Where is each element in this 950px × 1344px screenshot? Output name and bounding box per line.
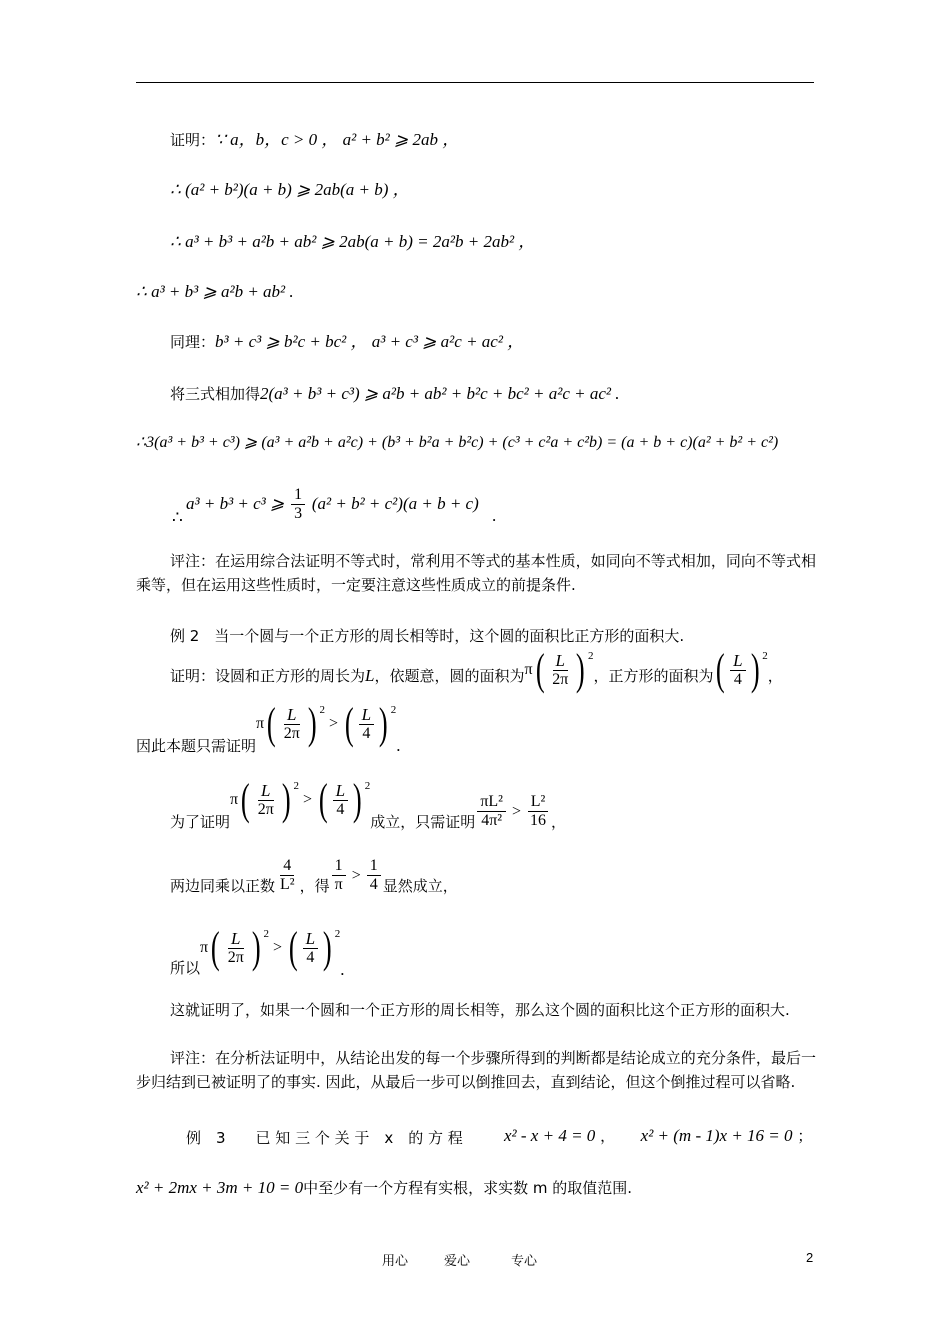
therefore-symbol: ∴ [172, 508, 183, 527]
proof1-line4 [136, 282, 294, 302]
example3-label: 例 3 已 知 三 个 关 于 x 的 方 程 [186, 1129, 463, 1147]
proof1-line1 [170, 130, 459, 150]
math-expression: b³ + c³ ⩾ b²c + bc² ， a³ + c³ ⩾ a²c + ac² ， [215, 332, 525, 351]
add-label: 将三式相加得 [170, 385, 261, 403]
similarly-label: 同理： [170, 333, 216, 351]
math-expression: ∴ (a² + b²)(a + b) ⩾ 2ab(a + b) ， [170, 180, 410, 199]
proof1-line5 [170, 332, 524, 352]
example3-line2 [136, 1178, 632, 1198]
math-expression: a³ + b³ + c³ ⩾ [186, 494, 285, 513]
equation-2: x² + (m - 1)x + 16 = 0 [640, 1126, 793, 1145]
footer-motto-2: 爱心 [444, 1254, 471, 1269]
proof1-line3 [170, 232, 535, 252]
footer-motto-3: 专心 [511, 1254, 538, 1269]
fraction-4-over-L2: $\frac{4}{\text{L²}}$ [280, 857, 295, 893]
footer-motto-1: 用心 [382, 1254, 409, 1269]
header-rule [136, 82, 814, 83]
square-area-expr: ( $\frac{L}{4}$ ) 2 [716, 645, 768, 694]
equation-3: x² + 2mx + 3m + 10 = 0 [136, 1178, 304, 1197]
example2-line5: 所以 π ( $\frac{L}{2\pi}$ ) 2 > ( $\frac{L}{4}$ ) 2 . [170, 923, 345, 979]
math-expression: ∴ a³ + b³ ⩾ a²b + ab² . [136, 282, 294, 301]
period: . [492, 506, 497, 525]
example3-question: 中至少有一个方程有实根，求实数 m 的取值范围. [303, 1179, 633, 1197]
inequality-expr: π ( $\frac{L}{2\pi}$ ) 2 > ( $\frac{L}{4}$ ) 2 [230, 775, 371, 824]
inequality-expr: π ( $\frac{L}{2\pi}$ ) 2 > ( $\frac{L}{4}$ ) 2 [256, 699, 397, 748]
example2-line1: 证明：设圆和正方形的周长为 L ，依题意，圆的面积为 π ( $\frac{L}{2\pi}$ ) 2 ，正方形的面积为 ( $\frac{L}{4}$ ) 2 ， [170, 645, 783, 694]
variable-L: L [365, 666, 375, 685]
example2-line3: 为了证明 π ( $\frac{L}{2\pi}$ ) 2 > ( $\frac{L}{4}$ ) 2 成立，只需证明 $\frac{\text{πL²}}{\text{4π²}}$ > $\frac{\text{L²}}{16}$ ， [170, 775, 567, 831]
math-expression: ∵ a，b，c > 0 ， a² + b² ⩾ 2ab ， [215, 130, 460, 149]
proof1-line2 [170, 180, 410, 200]
equation-1: x² - x + 4 = 0 [504, 1126, 596, 1145]
fraction-inequality: $\frac{1}{\pi}$ > $\frac{1}{4}$ [330, 857, 383, 894]
fraction-one-third: $\frac{1}{3}$ [291, 486, 305, 523]
proof1-line8 [186, 484, 479, 524]
remark2: 评注：在分析法证明中，从结论出发的每一个步骤所得到的判断都是结论成立的充分条件，最后一步归结到已被证明了的事实. 因此，从最后一步可以倒推回去，直到结论，但这个倒推过程可以省略. [136, 1049, 816, 1091]
example2-line2: 因此本题只需证明 π ( $\frac{L}{2\pi}$ ) 2 > ( $\frac{L}{4}$ ) 2 . [136, 699, 401, 755]
circle-area-expr: π ( $\frac{L}{2\pi}$ ) 2 [524, 645, 594, 694]
math-expression: 2(a³ + b³ + c³) ⩾ a²b + ab² + b²c + bc² + a²c + ac² . [260, 384, 620, 403]
fraction-inequality: $\frac{\text{πL²}}{\text{4π²}}$ > $\frac{\text{L²}}{16}$ [475, 793, 551, 830]
proof1-line7 [136, 432, 778, 453]
page-number: 2 [806, 1250, 814, 1265]
proof1-line6 [170, 384, 619, 404]
math-expression: ∴3(a³ + b³ + c³) ⩾ (a³ + a²b + a²c) + (b³ + b²a + b²c) + (c³ + c²a + c²b) = (a + b + c)(a² + b² + c²) [136, 434, 779, 451]
math-expression: ∴ a³ + b³ + a²b + ab² ⩾ 2ab(a + b) = 2a²b + 2ab² ， [170, 232, 536, 251]
example2-title: 例 2 当一个圆与一个正方形的周长相等时，这个圆的面积比正方形的面积大. [170, 627, 685, 645]
math-expression: (a² + b² + c²)(a + b + c) [311, 494, 479, 513]
example2-line4: 两边同乘以正数 $\frac{4}{\text{L²}}$ ，得 $\frac{1}{\pi}$ > $\frac{1}{4}$ 显然成立， [170, 857, 458, 895]
proof-label: 证明： [170, 131, 216, 149]
remark1: 评注：在运用综合法证明不等式时，常利用不等式的基本性质，如同向不等式相加，同向不等式相乘等，但在运用这些性质时，一定要注意这些性质成立的前提条件. [136, 552, 816, 594]
conclusion: 这就证明了，如果一个圆和一个正方形的周长相等，那么这个圆的面积比这个正方形的面积大. [170, 1001, 790, 1019]
example3-equations: x² - x + 4 = 0 ， x² + (m - 1)x + 16 = 0 ； [504, 1126, 813, 1145]
inequality-expr: π ( $\frac{L}{2\pi}$ ) 2 > ( $\frac{L}{4}$ ) 2 [200, 923, 341, 972]
